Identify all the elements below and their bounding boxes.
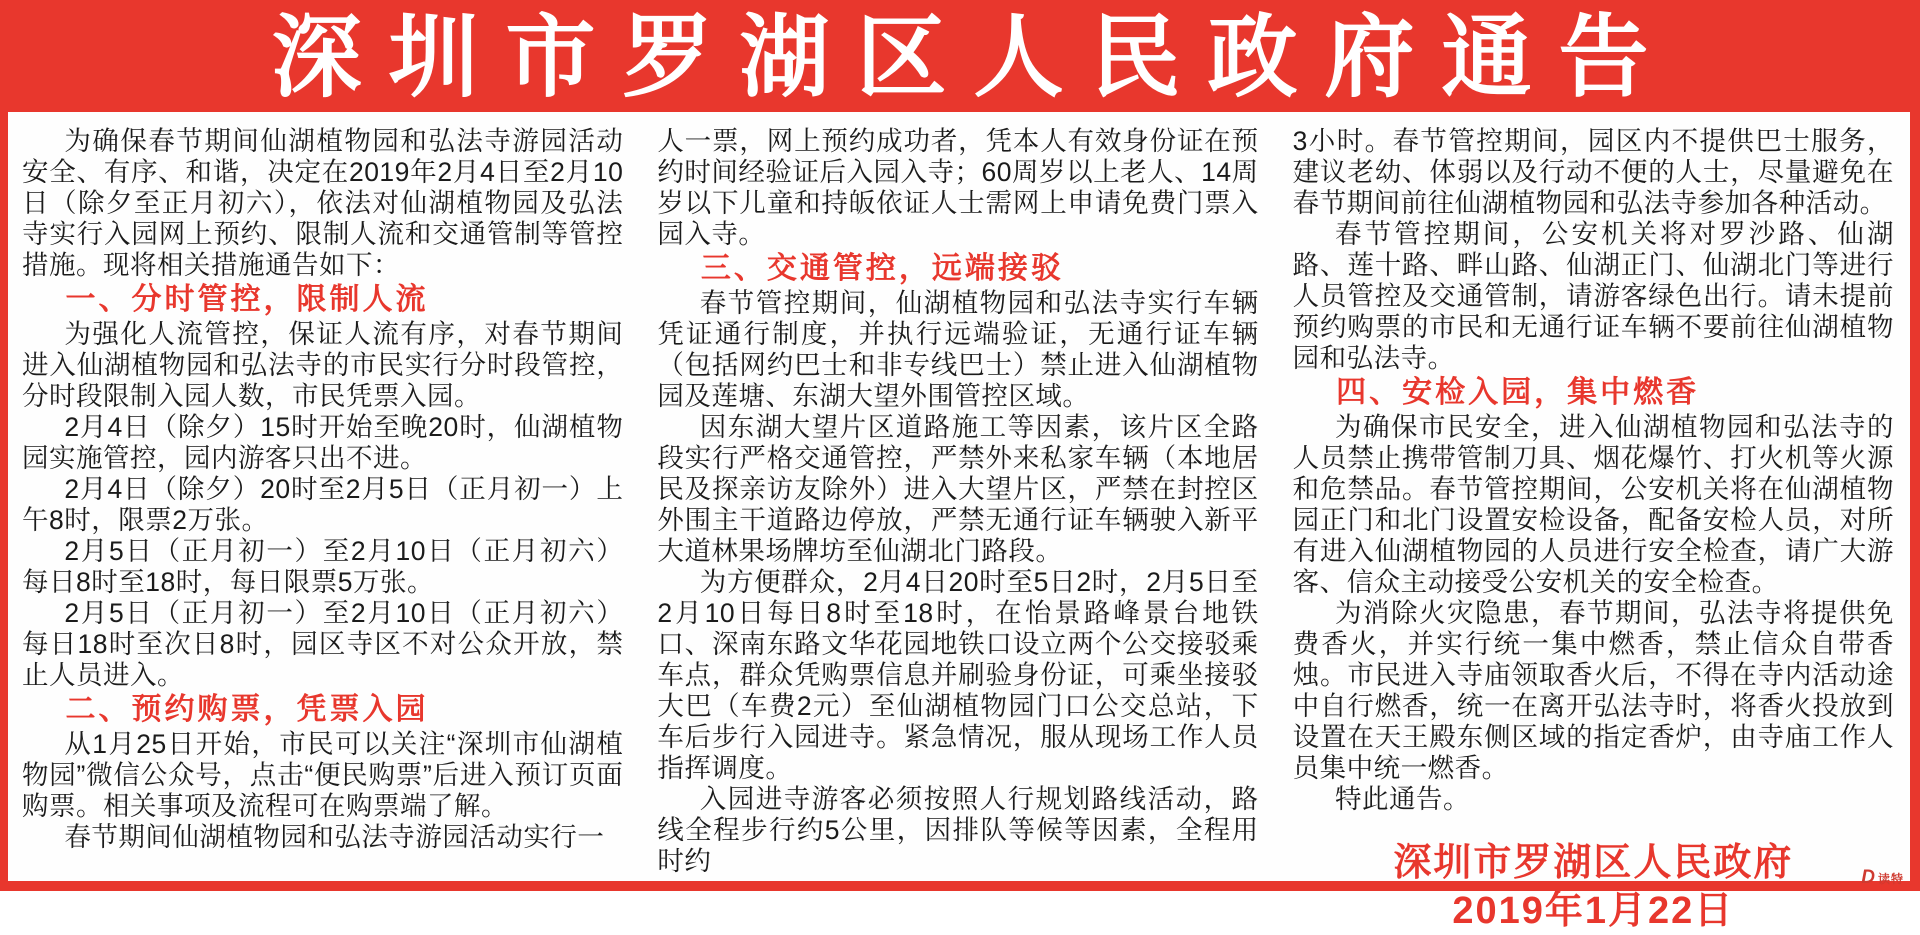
notice-paragraph: 春节管控期间，公安机关将对罗沙路、仙湖路、莲十路、畔山路、仙湖正门、仙湖北门等进行人员管控及交通管制，请游客绿色出行。请未提前预约购票的市民和无通行证车辆不要前往仙湖植物园和弘法寺。 (1292, 219, 1894, 373)
notice-paragraph: 为消除火灾隐患，春节期间，弘法寺将提供免费香火，并实行统一集中燃香，禁止信众自带香烛。市民进入寺庙领取香火后，不得在寺内活动途中自行燃香，统一在离开弘法寺时，将香火投放到设置在天王殿东侧区域的指定香炉，由寺庙工作人员集中统一燃香。 (1292, 598, 1894, 783)
intro-paragraph: 为确保春节期间仙湖植物园和弘法寺游园活动安全、有序、和谐，决定在2019年2月4日至2月10日（除夕至正月初六），依法对仙湖植物园及弘法寺实行入园网上预约、限制人流和交通管制等管控措施。现将相关措施通告如下： (22, 126, 624, 280)
notice-paragraph: 2月4日（除夕）15时开始至晚20时，仙湖植物园实施管控，园内游客只出不进。 (22, 412, 624, 473)
notice-paper (8, 112, 1910, 932)
notice-paragraph: 从1月25日开始，市民可以关注“深圳市仙湖植物园”微信公众号，点击“便民购票”后进入预订页面购票。相关事项及流程可在购票端了解。 (22, 729, 624, 821)
notice-paragraph: 为方便群众，2月4日20时至5日2时，2月5日至2月10日每日8时至18时，在怡景路峰景台地铁口、深南东路文华花园地铁口设立两个公交接驳乘车点，群众凭购票信息并刷验身份证，可乘坐接驳大巴（车费2元）至仙湖植物园门口公交总站，下车后步行入园进寺。紧急情况，服从现场工作人员指挥调度。 (657, 567, 1259, 783)
section-heading-1: 一、分时管控，限制人流 (65, 283, 429, 316)
notice-masthead (0, 0, 1920, 112)
notice-paragraph: 2月4日（除夕）20时至2月5日（正月初一）上午8时，限票2万张。 (22, 474, 624, 535)
notice-paragraph: 为强化人流管控，保证人流有序，对春节期间进入仙湖植物园和弘法寺的市民实行分时段管控，分时段限制入园人数，市民凭票入园。 (22, 319, 624, 411)
section-heading-2: 二、预约购票，凭票入园 (65, 693, 429, 726)
notice-paragraph-continued: 人一票，网上预约成功者，凭本人有效身份证在预约时间经验证后入园入寺；60周岁以上老人、14周岁以下儿童和持皈依证人士需网上申请免费门票入园入寺。 (657, 126, 1259, 249)
signature-date: 2019年1月22日 (1452, 890, 1735, 932)
notice-paragraph-split: 春节期间仙湖植物园和弘法寺游园活动实行一 (64, 822, 605, 852)
notice-column-2 (657, 126, 1258, 875)
notice-paragraph: 2月5日（正月初一）至2月10日（正月初六）每日18时至次日8时，园区寺区不对公众开放，禁止人员进入。 (22, 598, 624, 690)
dutenews-logo (1861, 868, 1904, 887)
notice-paragraph: 2月5日（正月初一）至2月10日（正月初六）每日8时至18时，每日限票5万张。 (22, 536, 624, 597)
closing-line: 特此通告。 (1335, 784, 1471, 814)
section-heading-3: 三、交通管控，远端接驳 (700, 252, 1064, 285)
notice-paragraph-split: 入园进寺游客必须按照人行规划路线活动，路线全程步行约5公里，因排队等候等因素，全程用时约 (657, 784, 1259, 876)
notice-column-1 (22, 126, 623, 875)
notice-paragraph: 为确保市民安全，进入仙湖植物园和弘法寺的人员禁止携带管制刀具、烟花爆竹、打火机等火源和危禁品。春节管控期间，公安机关将在仙湖植物园正门和北门设置安检设备，配备安检人员，对所有进入仙湖植物园的人员进行安全检查，请广大游客、信众主动接受公安机关的安全检查。 (1292, 412, 1894, 597)
notice-paragraph: 因东湖大望片区道路施工等因素，该片区全路段实行严格交通管控，严禁外来私家车辆（本地居民及探亲访友除外）进入大望片区，严禁在封控区外围主干道路边停放，严禁无通行证车辆驶入新平大道林果场牌坊至仙湖北门路段。 (657, 412, 1259, 566)
notice-paragraph: 春节管控期间，仙湖植物园和弘法寺实行车辆凭证通行制度，并执行远端验证，无通行证车辆（包括网约巴士和非专线巴士）禁止进入仙湖植物园及莲塘、东湖大望外围管控区域。 (657, 288, 1259, 411)
signature-issuer: 深圳市罗湖区人民政府 (1393, 842, 1794, 884)
notice-title: 深圳市罗湖区人民政府通告 (271, 8, 1676, 108)
dutenews-logo-text: 读特 (1877, 872, 1904, 886)
section-heading-4: 四、安检入园，集中燃香 (1336, 376, 1700, 409)
dutenews-logo-icon: D (1861, 867, 1875, 888)
notice-paragraph-continued: 3小时。春节管控期间，园区内不提供巴士服务，建议老幼、体弱以及行动不便的人士，尽量避免在春节期间前往仙湖植物园和弘法寺参加各种活动。 (1292, 126, 1894, 218)
